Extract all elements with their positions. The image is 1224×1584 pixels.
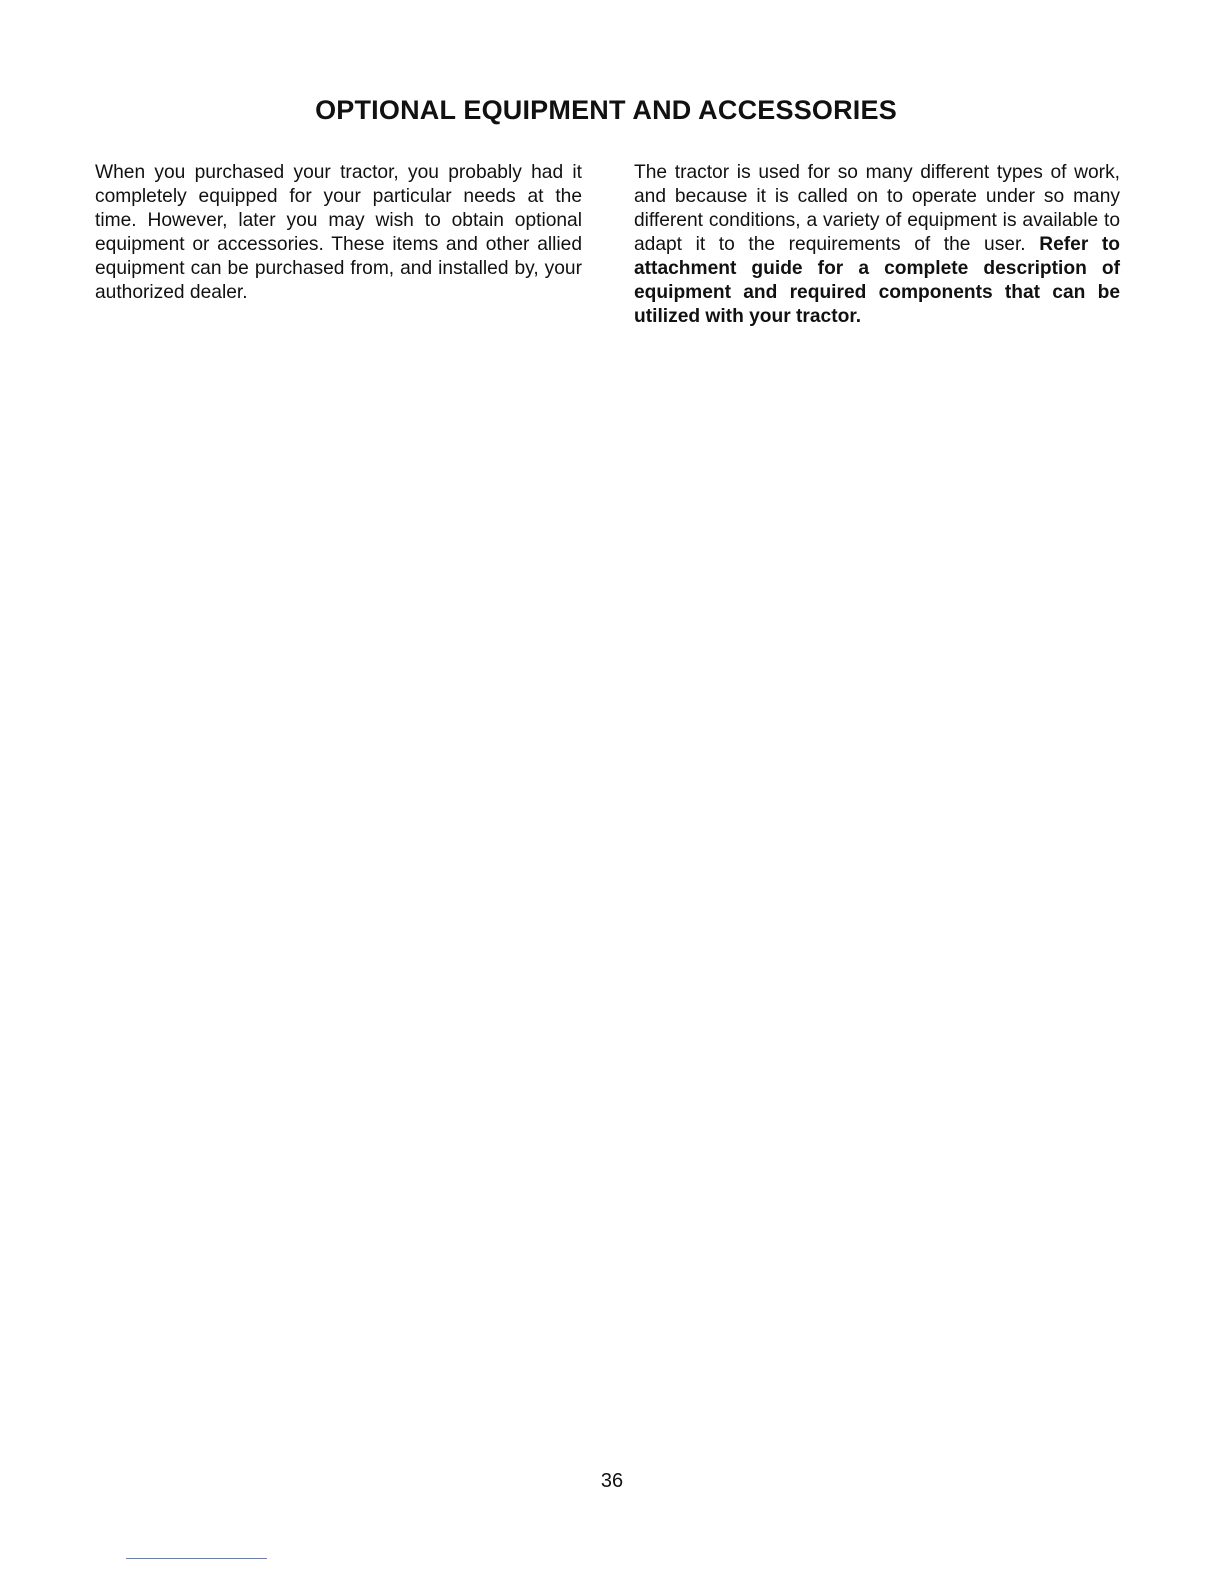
- right-column-paragraph: [634, 161, 1120, 329]
- right-column-bold-text: Refer to attachment guide for a complete description of equipment and required components that can be utilized with your tractor.: [634, 234, 1120, 327]
- page-number: 36: [600, 1470, 624, 1492]
- scan-artifact-line: [126, 1558, 267, 1559]
- page-title: OPTIONAL EQUIPMENT AND ACCESSORIES: [315, 95, 897, 125]
- right-column-text: The tractor is used for so many different types of work, and because it is called on to operate under so many different conditions, a variety of equipment is available to adapt it to the requirements of the user.: [634, 162, 1120, 255]
- left-column-paragraph: When you purchased your tractor, you probably had it completely equipped for your particular needs at the time. However, later you may wish to obtain optional equipment or accessories. These items and other allied equipment can be purchased from, and installed by, your authorized dealer.: [95, 162, 582, 303]
